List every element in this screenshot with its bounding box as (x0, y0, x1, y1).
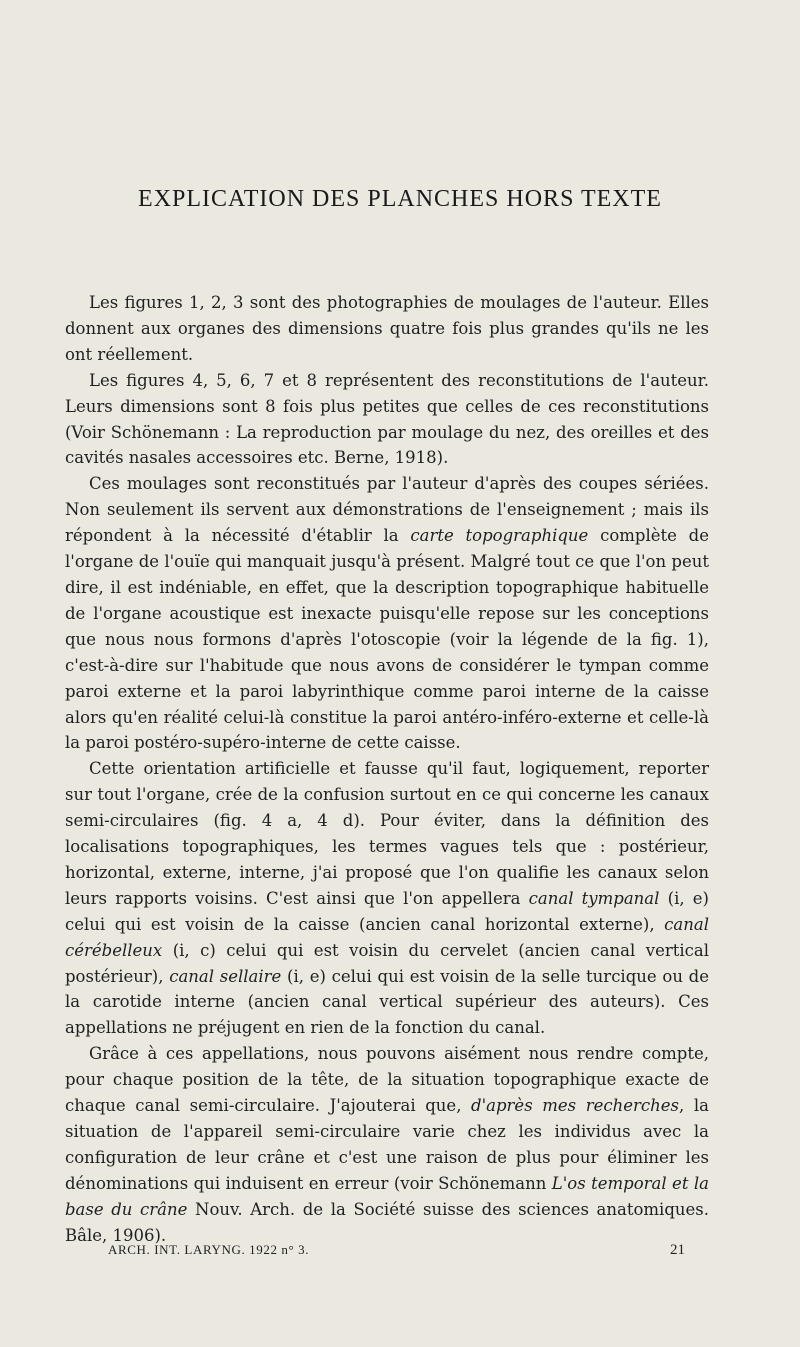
cited-work-title: L'os temporal et la base du crâne (65, 1173, 709, 1219)
page-number: 21 (670, 1242, 685, 1258)
canal-tympanal-term: canal tympanal (528, 888, 660, 908)
paragraph-3-text-a: Ces moulages sont reconstitués par l'auteur d'après des coupes sériées. Non seulement ils servent aux démonstrations de l'enseignement ; mais ils répondent à la nécessité d'établir la (65, 474, 709, 546)
paragraph-5-text-b: , la situation de l'appareil semi-circulaire varie chez les individus avec la configuration de leur crâne et c'est une raison de plus pour éliminer les dénominations qui induisent en erreur (voir Schönemann (65, 1096, 709, 1193)
canal-cerebelleux-term: canal cérébelleux (65, 914, 709, 960)
page-title: EXPLICATION DES PLANCHES HORS TEXTE (138, 186, 662, 212)
paragraph-4-text-a: Cette orientation artificielle et fausse qu'il faut, logiquement, reporter sur tout l'organe, crée de la confusion surtout en ce qui concerne les canaux semi-circulaires (fig. 4 a, 4 d). Pour éviter, dans la définition des localisations topographiques, les termes vagues tels que : postérieur, horizontal, externe, interne, j'ai proposé que l'on qualifie les canaux selon leurs rapports voisins. C'est ainsi que l'on appellera (65, 759, 709, 908)
paragraph-5-text-c: Nouv. Arch. de la Société suisse des sciences anatomiques. Bâle, 1906). (65, 1199, 709, 1245)
paragraph-4-text-c: (i, c) celui qui est voisin du cervelet (ancien canal vertical postérieur), (65, 940, 709, 986)
page-footer (108, 1242, 685, 1258)
paragraph-2 (65, 368, 709, 472)
paragraph-3-text-b: complète de l'organe de l'ouïe qui manquait jusqu'à présent. Malgré tout ce que l'on peut dire, il est indéniable, en effet, que la description topographique habituelle de l'organe acoustique est inexacte puisqu'elle repose sur les conceptions que nous nous formons d'après l'otoscopie (voir la légende de la fig. 1), c'est-à-dire sur l'habitude que nous avons de considérer le tympan comme paroi externe et la paroi labyrinthique comme paroi interne de la caisse alors qu'en réalité celui-là constitue la paroi antéro-inféro-externe et celle-là la paroi postéro-supéro-interne de cette caisse. (65, 526, 710, 753)
canal-sellaire-term: canal sellaire (169, 966, 282, 986)
paragraph-5 (65, 1041, 709, 1248)
body-text (65, 290, 709, 1249)
paragraph-2-text: Les figures 4, 5, 6, 7 et 8 représentent des reconstitutions de l'auteur. Leurs dimensions sont 8 fois plus petites que celles de ces reconstitutions (Voir Schönemann : La reproduction par moulage du nez, des oreilles et des cavités nasales accessoires etc. Berne, 1918). (65, 370, 709, 468)
journal-citation: ARCH. INT. LARYNG. 1922 n° 3. (108, 1242, 310, 1257)
paragraph-4 (65, 756, 709, 1041)
carte-topographique-term: carte topographique (410, 526, 589, 546)
paragraph-4-text-d: (i, e) celui qui est voisin de la selle turcique ou de la carotide interne (ancien canal vertical supérieur des auteurs). Ces appellations ne préjugent en rien de la fonction du canal. (65, 966, 709, 1038)
paragraph-3 (65, 471, 709, 756)
paragraph-5-text-a: Grâce à ces appellations, nous pouvons aisément nous rendre compte, pour chaque position de la tête, de la situation topographique exacte de chaque canal semi-circulaire. J'ajouterai que, (65, 1044, 709, 1116)
paragraph-1-text: Les figures 1, 2, 3 sont des photographies de moulages de l'auteur. Elles donnent aux organes des dimensions quatre fois plus grandes qu'ils ne les ont réellement. (65, 293, 709, 364)
paragraph-4-text-b: (i, e) celui qui est voisin de la caisse (ancien canal horizontal externe), (65, 888, 709, 934)
paragraph-1 (65, 290, 709, 368)
apres-mes-recherches-phrase: d'après mes recherches (471, 1096, 680, 1116)
